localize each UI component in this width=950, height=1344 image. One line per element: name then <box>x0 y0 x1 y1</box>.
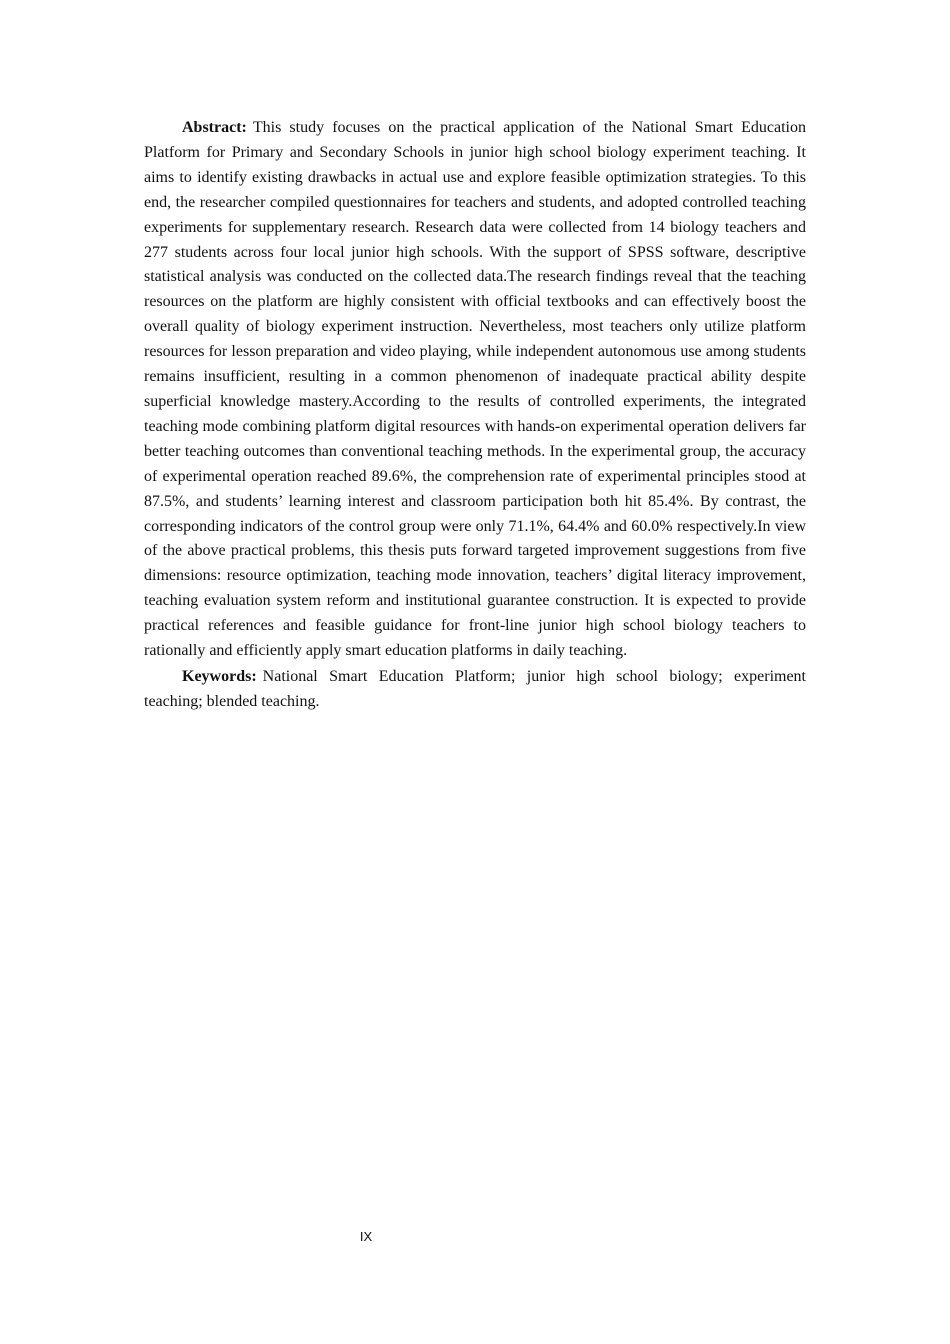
abstract-paragraph <box>144 116 806 664</box>
page-number: IX <box>359 1229 373 1244</box>
keywords-label: Keywords: <box>182 667 257 685</box>
abstract-text: This study focuses on the practical application of the National Smart Education Platform for Primary and Secondary Schools in junior high school biology experiment teaching. It aims to identify existing drawbacks in actual use and explore feasible optimization strategies. To this end, the researcher compiled questionnaires for teachers and students, and adopted controlled teaching experiments for supplementary research. Research data were collected from 14 biology teachers and 277 students across four local junior high schools. With the support of SPSS software, descriptive statistical analysis was conducted on the collected data.The research findings reveal that the teaching resources on the platform are highly consistent with official textbooks and can effectively boost the overall quality of biology experiment instruction. Nevertheless, most teachers only utilize platform resources for lesson preparation and video playing, while independent autonomous use among students remains insufficient, resulting in a common phenomenon of inadequate practical ability despite superficial knowledge mastery.According to the results of controlled experiments, the integrated teaching mode combining platform digital resources with hands-on experimental operation delivers far better teaching outcomes than conventional teaching methods. In the experimental group, the accuracy of experimental operation reached 89.6%, the comprehension rate of experimental principles stood at 87.5%, and students’ learning interest and classroom participation both hit 85.4%. By contrast, the corresponding indicators of the control group were only 71.1%, 64.4% and 60.0% respectively.In view of the above practical problems, this thesis puts forward targeted improvement suggestions from five dimensions: resource optimization, teaching mode innovation, teachers’ digital literacy improvement, teaching evaluation system reform and institutional guarantee construction. It is expected to provide practical references and feasible guidance for front-line junior high school biology teachers to rationally and efficiently apply smart education platforms in daily teaching. <box>144 119 806 660</box>
keywords-paragraph <box>144 665 806 715</box>
keywords-text: National Smart Education Platform; junior high school biology; experiment teaching; blended teaching. <box>144 667 806 710</box>
abstract-section <box>144 116 806 715</box>
abstract-label: Abstract: <box>182 119 247 136</box>
